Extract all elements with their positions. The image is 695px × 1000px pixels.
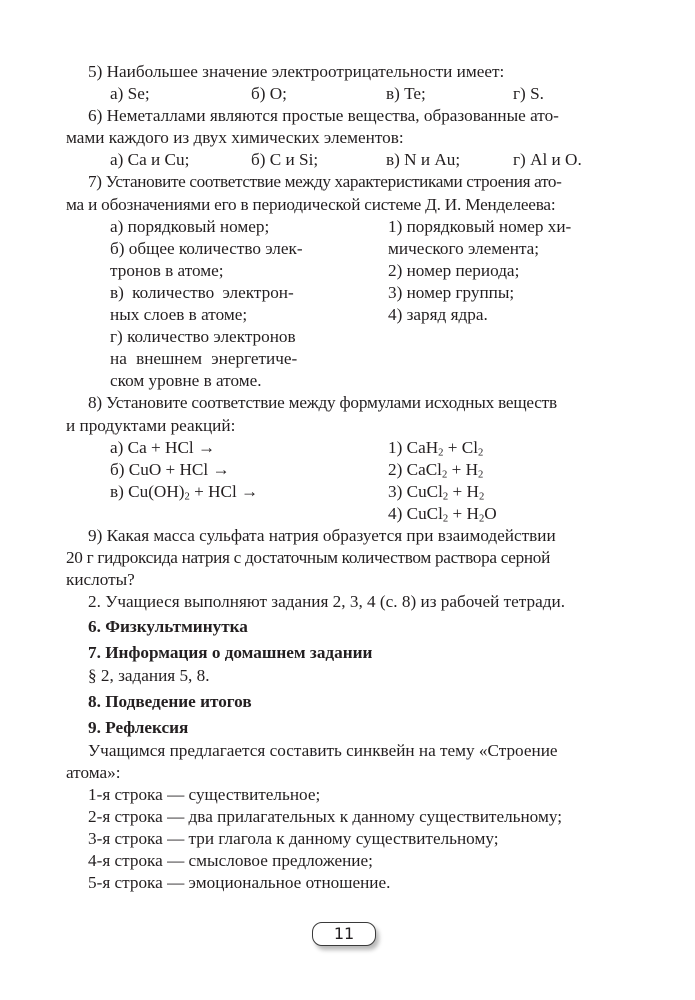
question-8-line-2: и продуктами реакций: bbox=[66, 415, 236, 435]
q7-right-item: 2) номер периода; bbox=[388, 260, 520, 280]
question-6-line-1: 6) Неметаллами являются простые вещества, образованные ато- bbox=[88, 106, 559, 126]
q7-left-item: в) количество электрон- bbox=[110, 282, 294, 302]
option-g: г) Al и O. bbox=[513, 150, 582, 170]
q7-right-item: 3) номер группы; bbox=[388, 282, 515, 302]
q7-right-item: 1) порядковый номер хи- bbox=[388, 216, 572, 236]
q7-right-item: мического элемента; bbox=[388, 238, 540, 258]
question-7-characteristics bbox=[110, 216, 338, 393]
option-g: г) S. bbox=[513, 84, 544, 104]
question-9-line-1: 9) Какая масса сульфата натрия образуется при взаимодействии bbox=[88, 526, 556, 546]
question-6-options bbox=[66, 149, 626, 171]
question-7-matching bbox=[66, 216, 626, 393]
option-v: в) Te; bbox=[386, 84, 426, 104]
question-8-products bbox=[388, 437, 628, 525]
section-9-heading: 9. Рефлексия bbox=[88, 717, 189, 737]
question-8-matching bbox=[66, 437, 626, 525]
question-7-designations bbox=[388, 216, 628, 326]
q7-left-item: а) порядковый номер; bbox=[110, 216, 270, 236]
q7-left-item: на внешнем энергетиче- bbox=[110, 349, 298, 369]
cinquain-item: 4-я строка — смысловое предложение; bbox=[88, 850, 373, 870]
cinquain-item: 2-я строка — два прилагательных к данному существительному; bbox=[88, 806, 562, 826]
reflection-line-1: Учащимся предлагается составить синквейн на тему «Строение bbox=[88, 740, 558, 760]
q8-product: 4) CuCl$_2$ + $H_2O$ bbox=[388, 503, 497, 525]
question-9-line-3: кислоты? bbox=[66, 570, 135, 590]
reflection-line-2: атома»: bbox=[66, 762, 121, 782]
q8-reactant: а) Ca + HCl → bbox=[110, 437, 216, 457]
q8-product: 3) CuCl$_2$ + $H_2$ bbox=[388, 481, 485, 503]
page-content bbox=[66, 61, 626, 894]
cinquain-item: 3-я строка — три глагола к данному существительному; bbox=[88, 828, 499, 848]
question-5-text: 5) Наибольшее значение электроотрицательности имеет: bbox=[88, 62, 505, 81]
q7-right-item: 4) заряд ядра. bbox=[388, 305, 488, 325]
page-number: 11 bbox=[312, 922, 376, 946]
question-6-line-2: мами каждого из двух химических элементов: bbox=[66, 128, 404, 148]
question-9-line-2: 20 г гидроксида натрия с достаточным количеством раствора серной bbox=[66, 548, 550, 568]
q7-left-item: ском уровне в атоме. bbox=[110, 371, 262, 391]
q7-left-item: б) общее количество элек- bbox=[110, 238, 303, 258]
question-7-line-1: 7) Установите соответствие между характеристиками строения ато- bbox=[88, 172, 562, 192]
q7-left-item: ных слоев в атоме; bbox=[110, 305, 248, 325]
option-a: а) Se; bbox=[110, 84, 150, 104]
question-5-options bbox=[66, 83, 626, 105]
section-6-heading: 6. Физкультминутка bbox=[88, 617, 248, 637]
cinquain-item: 5-я строка — эмоциональное отношение. bbox=[88, 873, 391, 893]
option-v: в) N и Au; bbox=[386, 150, 461, 170]
section-7-heading: 7. Информация о домашнем задании bbox=[88, 643, 373, 663]
q7-left-item: тронов в атоме; bbox=[110, 260, 224, 280]
option-b: б) C и Si; bbox=[251, 150, 319, 170]
question-8-line-1: 8) Установите соответствие между формулами исходных веществ bbox=[88, 393, 557, 413]
q7-left-item: г) количество электронов bbox=[110, 327, 296, 347]
q8-reactant: в) $Cu(OH)_2$ + HCl → bbox=[110, 481, 259, 503]
cinquain-item: 1-я строка — существительное; bbox=[88, 784, 321, 804]
question-8-reactants bbox=[110, 437, 338, 503]
q8-product: 1) $CaH_2 + Cl_2$ bbox=[388, 437, 484, 459]
section-8-heading: 8. Подведение итогов bbox=[88, 691, 252, 711]
q8-product: 2) CaCl$_2$ + $H_2$ bbox=[388, 459, 484, 481]
option-a: а) Ca и Cu; bbox=[110, 150, 190, 170]
task-2-text: 2. Учащиеся выполняют задания 2, 3, 4 (с. 8) из рабочей тетради. bbox=[88, 592, 565, 612]
q8-reactant: б) CuO + HCl → bbox=[110, 459, 230, 479]
option-b: б) O; bbox=[251, 84, 287, 104]
homework-text: § 2, задания 5, 8. bbox=[88, 666, 210, 686]
question-7-line-2: ма и обозначениями его в периодической системе Д. И. Менделеева: bbox=[66, 194, 556, 214]
